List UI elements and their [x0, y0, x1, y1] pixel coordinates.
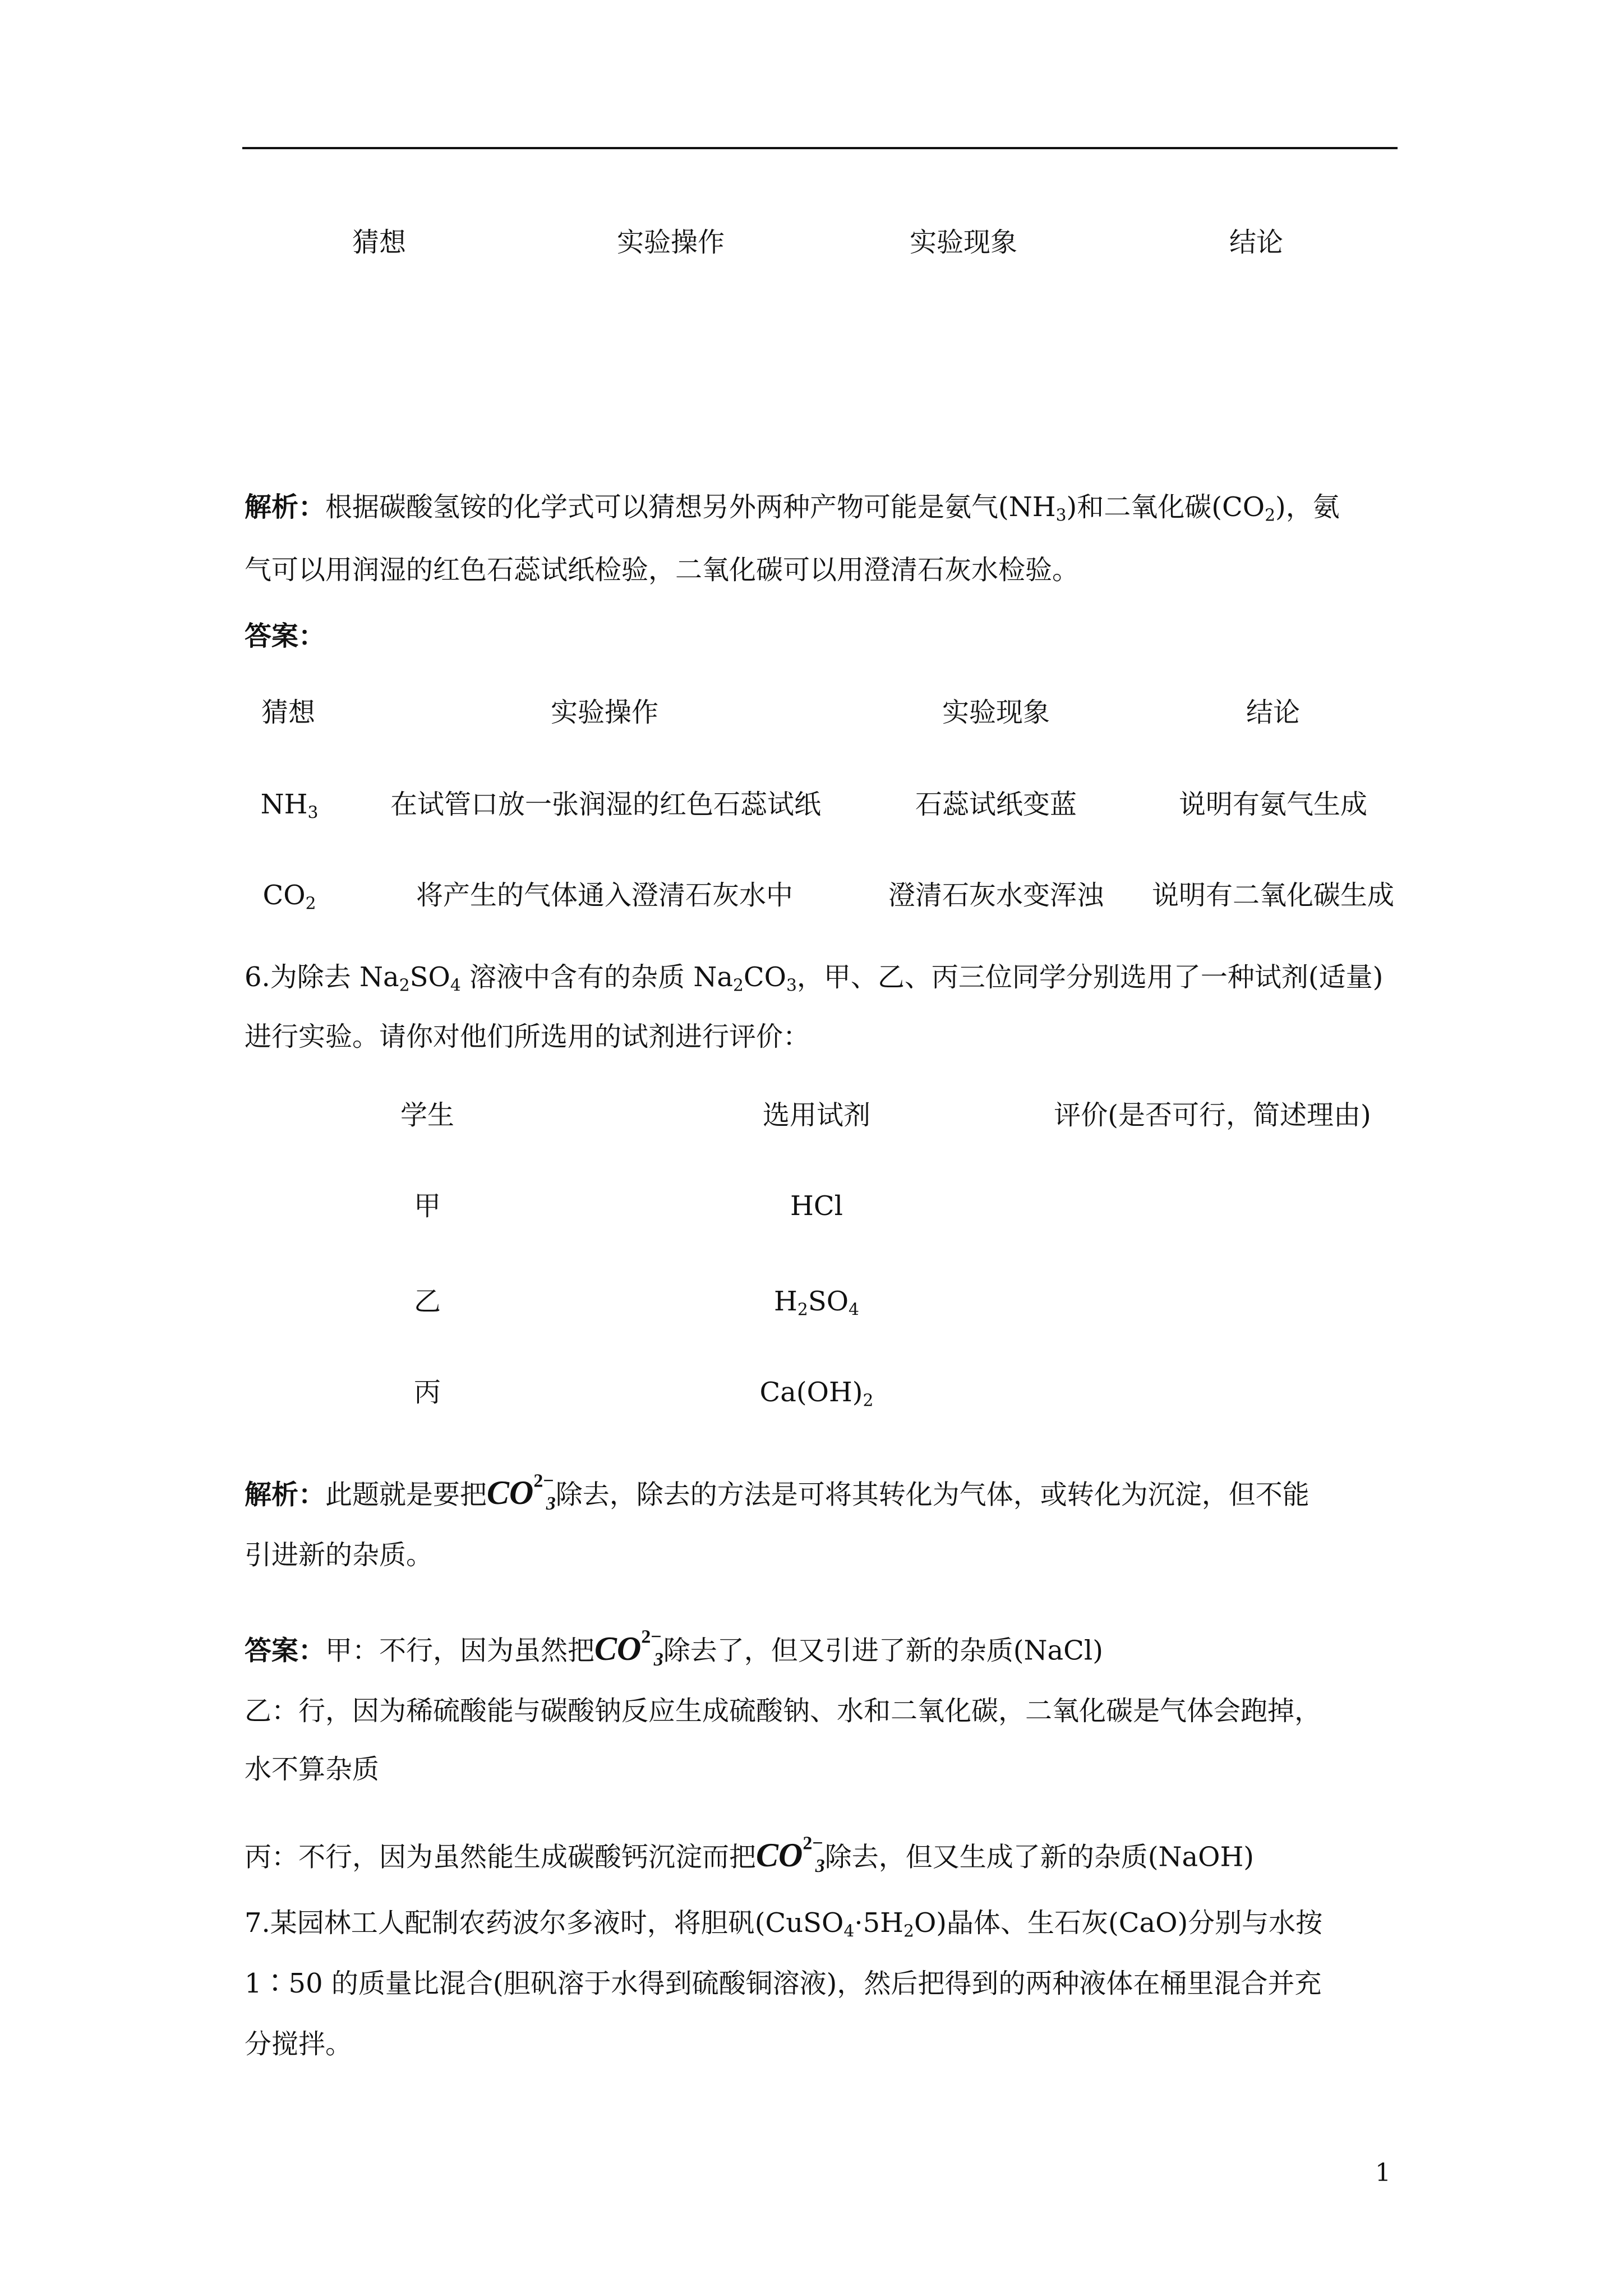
table3-row3-reagent: $Ca(OH)_2$ — [759, 1377, 874, 1411]
table2-header-phenomenon: 实验现象 — [942, 697, 1050, 728]
table3-row1-student: 甲 — [413, 1190, 441, 1222]
table2-row2-phenomenon: 澄清石灰水变浑浊 — [888, 880, 1104, 911]
analysis1-line2: 气可以用润湿的红色石蕊试纸检验，二氧化碳可以用澄清石灰水检验。 — [245, 554, 1080, 586]
table2-row2-conclusion: 说明有二氧化碳生成 — [1151, 880, 1395, 911]
table2-row2-operation: 将产生的气体通入澄清石灰水中 — [416, 880, 794, 911]
q6-line2: 进行实验。请你对他们所选用的试剂进行评价： — [245, 1021, 810, 1052]
carbonate-formula: $CO^{2-}_3$ — [594, 1626, 663, 1670]
table2-row1-phenomenon: 石蕊试纸变蓝 — [915, 789, 1077, 820]
analysis2-line2: 引进新的杂质。 — [245, 1539, 434, 1571]
table3-header-reagent: 选用试剂 — [762, 1099, 871, 1131]
q7-line3: 分搅拌。 — [245, 2028, 353, 2060]
table1-header-phenomenon: 实验现象 — [909, 227, 1018, 258]
table3-header-evaluation: 评价(是否可行，简述理由) — [1054, 1099, 1371, 1131]
table3-row2-student: 乙 — [413, 1286, 441, 1317]
table2-row1-operation: 在试管口放一张润湿的红色石蕊试纸 — [390, 789, 822, 820]
analysis2-line1: 解析：此题就是要把$CO^{2-}_3$除去，除去的方法是可将其转化为气体，或转化为沉淀，但不能 — [245, 1470, 1310, 1514]
table2-header-conclusion: 结论 — [1246, 697, 1301, 728]
table2-row1-guess: $NH_3$ — [260, 789, 319, 823]
table2-header-guess: 猜想 — [261, 697, 316, 728]
page-number: 1 — [1375, 2159, 1391, 2187]
table1-header-operation: 实验操作 — [616, 227, 725, 258]
q6-line1: 6.为除去 $Na_2SO_4$ 溶液中含有的杂质 $Na_2CO_3$，甲、乙、丙三位同学分别选用了一种试剂(适量) — [245, 961, 1384, 996]
table1-header-conclusion: 结论 — [1229, 227, 1284, 258]
analysis-label: 解析： — [245, 491, 326, 523]
answer2-line-bing: 丙：不行，因为虽然能生成碳酸钙沉淀而把$CO^{2-}_3$除去，但又生成了新的杂质(NaOH) — [245, 1833, 1255, 1876]
carbonate-formula: $CO^{2-}_3$ — [487, 1470, 556, 1514]
answer2-line-jia: 答案：甲：不行，因为虽然把$CO^{2-}_3$除去了，但又引进了新的杂质(NaCl) — [245, 1626, 1103, 1670]
analysis1-line1: 解析：根据碳酸氢铵的化学式可以猜想另外两种产物可能是氨气$(NH_3)$和二氧化碳$(CO_2)$，氨 — [245, 491, 1340, 526]
table2-header-operation: 实验操作 — [550, 697, 659, 728]
q7-line1: 7.某园林工人配制农药波尔多液时，将胆矾$(CuSO_4\cdot 5H_2O)$晶体、生石灰(CaO)分别与水按 — [245, 1907, 1323, 1941]
table3-row2-reagent: $H_2SO_4$ — [774, 1286, 859, 1320]
table2-row2-guess: $CO_2$ — [262, 880, 316, 914]
table1-header-guess: 猜想 — [352, 227, 407, 258]
table3-row1-reagent: HCl — [790, 1190, 843, 1222]
table2-row1-conclusion: 说明有氨气生成 — [1178, 789, 1368, 820]
q7-line2: 1∶50 的质量比混合(胆矾溶于水得到硫酸铜溶液)，然后把得到的两种液体在桶里混合并充 — [245, 1968, 1322, 1999]
header-rule — [242, 147, 1398, 149]
answer1-label: 答案： — [245, 620, 326, 652]
table3-header-student: 学生 — [400, 1099, 455, 1131]
carbonate-formula: $CO^{2-}_3$ — [756, 1833, 825, 1876]
table3-row3-student: 丙 — [413, 1377, 441, 1408]
answer2-yi-line1: 乙：行，因为稀硫酸能与碳酸钠反应生成硫酸钠、水和二氧化碳，二氧化碳是气体会跑掉， — [245, 1695, 1322, 1727]
answer2-yi-line2: 水不算杂质 — [245, 1754, 380, 1785]
